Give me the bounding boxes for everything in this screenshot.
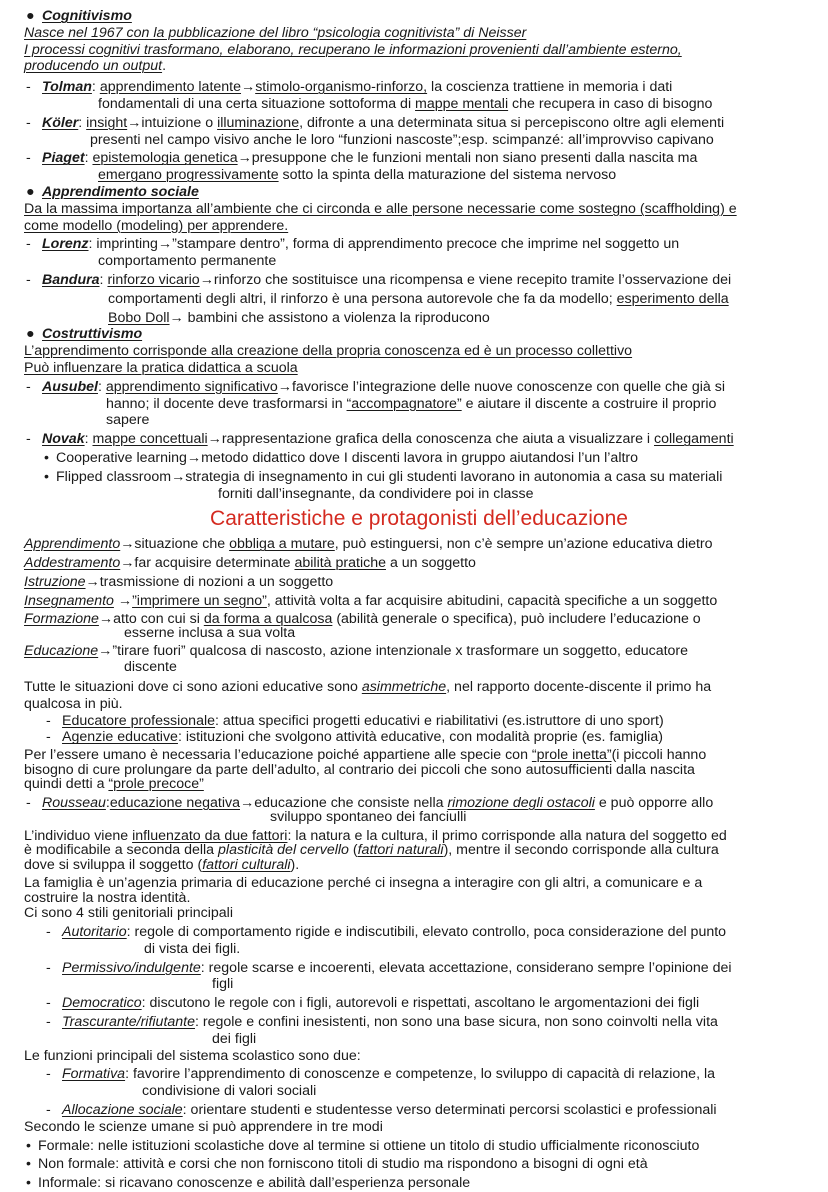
small-bullet-icon: • — [26, 1137, 31, 1154]
list-item-formativa: - Formativa: favorire l’apprendimento di conoscenze e competenze, lo sviluppo di capacità di relazione, la condivisione di valori sociali — [46, 1066, 715, 1100]
list-item-permissivo: - Permissivo/indulgente: regole scarse e incoerenti, elevata accettazione, considerano sempre l’opinione dei figli — [46, 959, 732, 993]
bullet-icon: ● — [26, 326, 35, 343]
dash-icon: - — [26, 794, 31, 811]
section-apprendimento-sociale — [24, 184, 814, 326]
paragraph-fattori: L’individuo viene influenzato da due fattori: la natura e la cultura, il primo corrisponde alla natura del soggetto ed è modificabile a seconda della plasticità del cervello (fattori naturali), mentre il secondo corrisponde alla cultura dove si sviluppa il soggetto (fattori culturali). — [24, 827, 727, 873]
section-heading: Costruttivismo — [42, 326, 143, 343]
arrow-icon: → — [240, 794, 255, 811]
arrow-icon: → — [120, 555, 135, 572]
section-heading: Apprendimento sociale — [42, 183, 199, 200]
list-item-koler: - Köler: insight→intuizione o illuminazione, difronte a una determinata situa si percepiscono oltre agli elementi presenti nel campo visivo anche le loro “funzioni nascoste”;esp. scimpanzé: all’improvviso capivano — [26, 114, 725, 148]
dash-icon: - — [26, 150, 31, 167]
definition-addestramento: Addestramento→far acquisire determinate abilità pratiche a un soggetto — [24, 555, 476, 572]
paragraph-famiglia: La famiglia è un’agenzia primaria di educazione perché ci insegna a interagire con gli altri, a comunicare e a costruire la nostra identità. — [24, 875, 703, 906]
bullet-icon: ● — [26, 8, 35, 24]
list-item-non-formale: • Non formale: attività e corsi che non forniscono titoli di studio ma rispondono a bisogni di ogni età — [26, 1156, 648, 1173]
arrow-icon: → — [85, 573, 100, 590]
dash-icon: - — [46, 995, 51, 1012]
dash-icon: - — [46, 959, 51, 976]
arrow-icon: → — [127, 114, 142, 131]
section-intro: producendo un output. — [24, 58, 167, 75]
list-item-piaget: - Piaget: epistemologia genetica→presuppone che le funzioni mentali non siano presenti dalla nascita ma emergano progressivamente sotto la spinta della maturazione del sistema nervoso — [26, 150, 698, 184]
dash-icon: - — [26, 431, 31, 448]
section-intro: come modello (modeling) per apprendere. — [24, 217, 289, 234]
arrow-icon: → — [113, 592, 133, 609]
dash-icon: - — [46, 1066, 51, 1083]
list-item-cooperative-learning: • Cooperative learning→metodo didattico dove I discenti lavora in gruppo aiutandosi l’un l’altro — [44, 449, 639, 466]
dash-icon: - — [26, 114, 31, 131]
definition-term: Apprendimento — [24, 536, 121, 553]
author-name: Ausubel — [42, 378, 98, 395]
dash-icon: - — [46, 1102, 51, 1119]
section-cognitivismo — [24, 8, 814, 184]
paragraph-stili: Ci sono 4 stili genitoriali principali — [24, 905, 233, 922]
paragraph-modi: Secondo le scienze umane si può apprendere in tre modi — [24, 1118, 383, 1135]
style-name: Democratico — [62, 995, 142, 1012]
author-name: Lorenz — [42, 236, 89, 253]
list-item-educatore-professionale: - Educatore professionale: attua specifici progetti educativi e riabilitativi (es.istruttore di uno sport) — [46, 712, 664, 729]
list-item-rousseau: - Rousseau:educazione negativa→educazione che consiste nella rimozione degli ostacoli e può opporre allo sviluppo spontaneo dei fanciulli — [26, 794, 714, 826]
definition-term: Addestramento — [24, 555, 121, 572]
section-intro: Può influenzare la pratica didattica a scuola — [24, 359, 298, 376]
list-item-agenzie-educative: - Agenzie educative: istituzioni che svolgono attività educative, con modalità proprie (es. famiglia) — [46, 729, 663, 746]
section-heading: Cognitivismo — [42, 8, 132, 24]
section-costruttivismo — [24, 326, 814, 502]
paragraph-prole: Per l’essere umano è necessaria l’educazione poiché appartiene alle specie con “prole inetta”(i piccoli hanno bisogno di cure prolungare da parte dell’adulto, al contrario dei piccoli che sono autosufficienti dalla nascita quindi detti a “prole precoce” — [24, 747, 707, 793]
function-name: Allocazione sociale — [62, 1102, 183, 1119]
arrow-icon: → — [120, 536, 135, 553]
dash-icon: - — [26, 378, 31, 395]
list-item-formale: • Formale: nelle istituzioni scolastiche dove al termine si ottiene un titolo di studio ufficialmente riconosciuto — [26, 1137, 700, 1154]
style-name: Trascurante/rifiutante — [62, 1014, 195, 1031]
list-item-bandura: - Bandura: rinforzo vicario→rinforzo che sostituisce una ricompensa e viene recepito tramite l’osservazione dei comportamenti degli altri, il rinforzo è una persona autorevole che fa da modello; esperimento della Bobo Doll→ bambini che assistono a violenza la riproducono — [26, 271, 732, 326]
function-name: Formativa — [62, 1066, 126, 1083]
style-name: Permissivo/indulgente — [62, 959, 201, 976]
definition-term: Formazione — [24, 610, 99, 627]
list-item-autoritario: - Autoritario: regole di comportamento rigide e indiscutibili, elevato controllo, poca considerazione del punto di vista dei figli. — [46, 924, 727, 957]
list-item-flipped-classroom: • Flipped classroom→strategia di insegnamento in cui gli studenti lavorano in autonomia a casa su materiali forniti dall’insegnante, da condividere poi in classe — [44, 468, 723, 502]
dash-icon: - — [26, 271, 31, 288]
author-name: Bandura — [42, 271, 100, 288]
arrow-icon: → — [237, 150, 252, 167]
list-item-novak: - Novak: mappe concettuali→rappresentazione grafica della conoscenza che aiuta a visualizzare i collegamenti — [26, 431, 734, 448]
section-intro: Nasce nel 1967 con la pubblicazione del libro “psicologia cognitivista” di Neisser — [24, 24, 527, 41]
dash-icon: - — [46, 924, 51, 941]
style-name: Autoritario — [62, 924, 127, 941]
page-title: Caratteristiche e protagonisti dell’educazione — [210, 507, 628, 531]
document-page — [24, 8, 814, 1192]
arrow-icon: → — [241, 79, 256, 96]
small-bullet-icon: • — [26, 1156, 31, 1173]
section-intro: L’apprendimento corrisponde alla creazione della propria conoscenza ed è un processo collettivo — [24, 343, 633, 360]
author-name: Tolman — [42, 79, 92, 96]
paragraph-funzioni: Le funzioni principali del sistema scolastico sono due: — [24, 1047, 361, 1064]
small-bullet-icon: • — [44, 449, 49, 466]
dash-icon: - — [46, 729, 51, 746]
list-item-democratico: - Democratico: discutono le regole con i figli, autorevoli e rispettati, ascoltano le argomentazioni dei figli — [46, 995, 700, 1012]
definition-term: Educazione — [24, 642, 99, 659]
small-bullet-icon: • — [44, 468, 49, 485]
arrow-icon: → — [98, 642, 113, 659]
definition-apprendimento: Apprendimento→situazione che obbliga a mutare, può estinguersi, non c’è sempre un’azione educativa dietro — [24, 536, 713, 553]
dash-icon: - — [46, 712, 51, 729]
author-name: Rousseau — [42, 794, 106, 811]
section-intro: Da la massima importanza all’ambiente che ci circonda e alle persone necessarie come sostegno (scaffholding) e — [24, 200, 737, 217]
list-item-lorenz: - Lorenz: imprinting→”stampare dentro”, forma di apprendimento precoce che imprime nel soggetto un comportamento permanente — [26, 236, 680, 270]
list-item-ausubel: - Ausubel: apprendimento significativo→favorisce l’integrazione delle nuove conoscenze con quelle che già si hanno; il docente deve trasformarsi in “accompagnatore” e aiutare il discente a costruire il proprio sapere — [26, 378, 725, 429]
dash-icon: - — [26, 79, 31, 96]
list-item-tolman: - Tolman: apprendimento latente→stimolo-organismo-rinforzo, la coscienza trattiene in memoria i dati fondamentali di una certa situazione sottoforma di mappe mentali che recupera in caso di bisogno — [26, 79, 713, 112]
list-item-trascurante: - Trascurante/rifiutante: regole e confini inesistenti, non sono una base sicura, non sono coinvolti nella vita dei figli — [46, 1014, 718, 1047]
dash-icon: - — [46, 1014, 51, 1031]
author-name: Piaget — [42, 150, 85, 167]
list-item-allocazione-sociale: - Allocazione sociale: orientare studenti e studentesse verso determinati percorsi scolastici e professionali — [46, 1102, 717, 1119]
arrow-icon: → — [207, 431, 222, 448]
dash-icon: - — [26, 236, 31, 253]
definition-term: Istruzione — [24, 573, 86, 590]
definitions-list — [24, 536, 814, 676]
arrow-icon: → — [98, 610, 114, 627]
list-item-informale: • Informale: si ricavano conoscenze e abilità dall’esperienza personale — [26, 1175, 471, 1192]
definition-educazione: Educazione→”tirare fuori” qualcosa di nascosto, azione intenzionale x trasformare un soggetto, educatore discente — [24, 642, 689, 676]
section-intro: I processi cognitivi trasformano, elaborano, recuperano le informazioni provenienti dall’ambiente esterno, — [24, 41, 682, 58]
definition-insegnamento: Insegnamento →”imprimere un segno”, attività volta a far acquisire abitudini, capacità specifiche a un soggetto — [24, 592, 718, 609]
author-name: Köler — [42, 114, 79, 131]
bullet-icon: ● — [26, 183, 35, 200]
arrow-icon: → — [199, 271, 214, 288]
arrow-icon: → — [277, 378, 292, 395]
definition-formazione: Formazione→atto con cui si da forma a qualcosa (abilità generale o specifica), può includere l’educazione o esserne inclusa a sua volta — [24, 610, 701, 641]
definition-term: Insegnamento — [24, 592, 114, 609]
author-name: Novak — [42, 431, 85, 448]
small-bullet-icon: • — [26, 1175, 31, 1192]
paragraph-asimmetriche: Tutte le situazioni dove ci sono azioni educative sono asimmetriche, nel rapporto docente-discente il primo ha qualcosa in più. — [24, 679, 712, 712]
definition-istruzione: Istruzione→trasmissione di nozioni a un soggetto — [24, 573, 334, 590]
